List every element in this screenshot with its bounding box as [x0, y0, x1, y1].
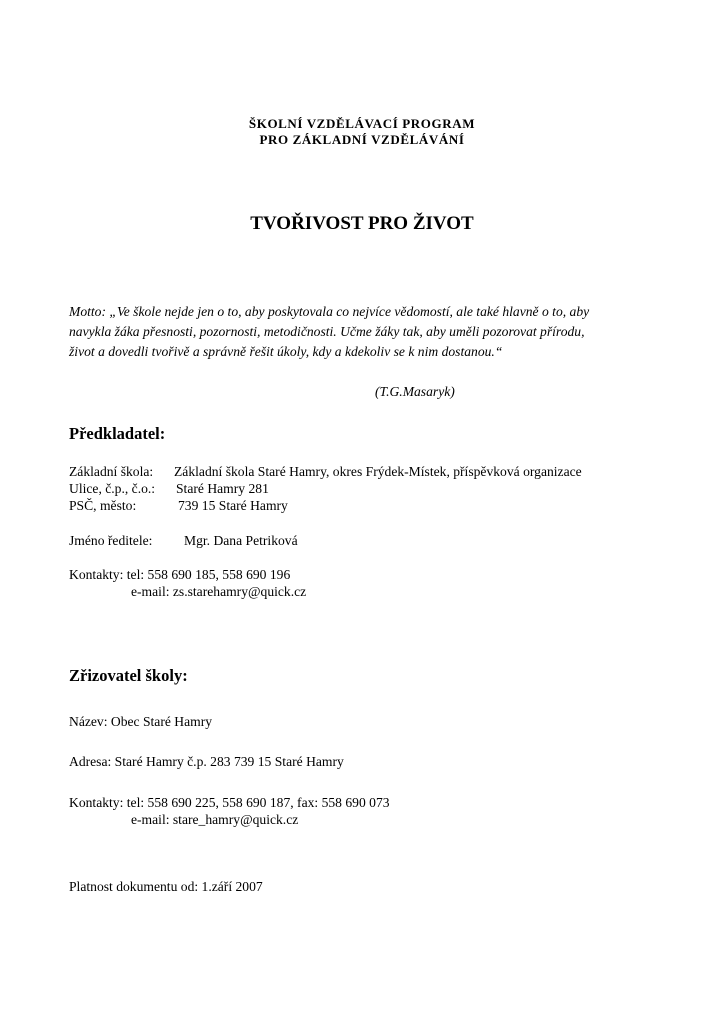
zrizovatel-heading: Zřizovatel školy:: [69, 666, 188, 685]
document-title: TVOŘIVOST PRO ŽIVOT: [250, 213, 474, 234]
predkladatel-heading: Předkladatel:: [69, 424, 166, 443]
document-validity: Platnost dokumentu od: 1.září 2007: [69, 879, 263, 894]
school-value: Základní škola Staré Hamry, okres Frýdek-Místek, příspěvková organizace: [174, 464, 582, 479]
director-label: Jméno ředitele:: [69, 533, 153, 548]
director-value: Mgr. Dana Petriková: [184, 533, 298, 548]
zrizovatel-address: Adresa: Staré Hamry č.p. 283 739 15 Staré Hamry: [69, 754, 344, 769]
street-label: Ulice, č.p., č.o.:: [69, 481, 156, 496]
zrizovatel-contacts-email: e-mail: stare_hamry@quick.cz: [131, 812, 299, 827]
predkladatel-contacts-email: e-mail: zs.starehamry@quick.cz: [131, 584, 307, 599]
motto-line1: Motto: „Ve škole nejde jen o to, aby poskytovala co nejvíce vědomostí, ale také hlavně o to, aby: [69, 304, 590, 319]
zrizovatel-name: Název: Obec Staré Hamry: [69, 714, 213, 729]
zrizovatel-contacts-phone: Kontakty: tel: 558 690 225, 558 690 187, fax: 558 690 073: [69, 795, 390, 810]
psc-value: 739 15 Staré Hamry: [178, 498, 288, 513]
psc-label: PSČ, město:: [69, 498, 137, 513]
program-header-line1: ŠKOLNÍ VZDĚLÁVACÍ PROGRAM: [248, 116, 476, 131]
school-label: Základní škola:: [69, 464, 154, 479]
motto-line2: navykla žáka přesnosti, pozornosti, metodičnosti. Učme žáky tak, aby uměli pozorovat přírodu,: [69, 324, 585, 339]
motto-line3: život a dovedli tvořivě a správně řešit úkoly, kdy a kdekoliv se k nim dostanou.“: [69, 344, 503, 359]
street-value: Staré Hamry 281: [176, 481, 269, 496]
motto-author: (T.G.Masaryk): [375, 384, 455, 399]
predkladatel-contacts-phone: Kontakty: tel: 558 690 185, 558 690 196: [69, 567, 291, 582]
program-header-line2: PRO ZÁKLADNÍ VZDĚLÁVÁNÍ: [259, 132, 465, 147]
